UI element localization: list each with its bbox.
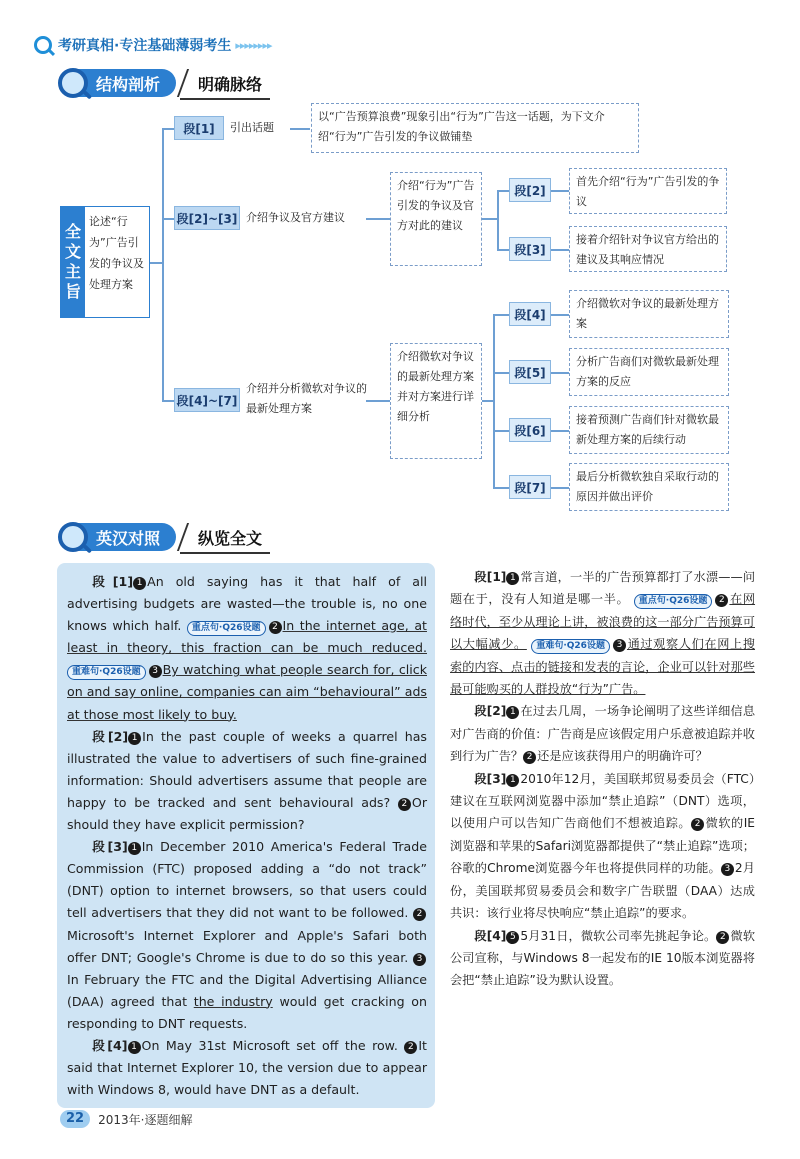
connector-line [493,430,509,432]
chinese-paragraph-3: 段[3] 1 2010年12月，美国联邦贸易委员会（FTC）建议在互联网浏览器中添加“禁止追踪”（DNT）选项，以使用户可以告知广告商他们不想被追踪。 2 微软的IE浏览器和苹果的Safari浏览器都提供了“禁止追踪”选项；谷歌的Chrome浏览器今年也将提供同样的功能。 3 2月份，美国联邦贸易委员会和数字广告联盟（DAA）达成共识：该行业将尽快响应“禁止追踪”的要求。 [450,771,756,921]
compare-section-title [62,520,262,554]
connector-line [551,372,569,374]
compare-subtitle: 纵览全文 [198,528,263,548]
connector-line [162,128,164,402]
connector-line [493,487,509,489]
sub-box-3: 接着介绍针对争议官方给出的建议及其响应情况 [569,226,727,272]
structure-section-title [62,66,262,100]
connector-line [497,249,509,251]
branch-box-1: 以“广告预算浪费”现象引出“行为”广告这一话题，为下文介绍“行为”广告引发的争议做铺垫 [311,103,639,153]
connector-line [551,487,569,489]
branch-label-3: 介绍并分析微软对争议的最新处理方案 [246,382,367,415]
compare-title: 英汉对照 [96,528,161,548]
sub-box-5: 分析广告商们对微软最新处理方案的反应 [569,348,729,396]
connector-line [482,218,498,220]
sub-tag-4: 段[4] [509,302,551,326]
page-header [34,33,272,57]
arrow-decoration: ▸▸▸▸▸▸▸▸ [235,38,272,52]
connector-line [497,190,499,250]
connector-line [366,400,390,402]
sub-tag-2: 段[2] [509,178,551,202]
branch-tag-2: 段[2]~[3] [174,206,240,230]
sub-box-6: 接着预测广告商们针对微软最新处理方案的后续行动 [569,406,729,454]
magnifier-icon [58,68,88,98]
sub-box-7: 最后分析微软独自采取行动的原因并做出评价 [569,463,729,511]
connector-line [493,314,509,316]
structure-title: 结构剖析 [96,74,161,94]
sub-box-2: 首先介绍“行为”广告引发的争议 [569,168,727,214]
page-footer [60,1109,192,1129]
connector-line [290,128,310,130]
footer-text: 2013年·逐题细解 [98,1112,193,1127]
connector-line [497,190,509,192]
chinese-paragraph-2: 段[2] 1 在过去几周，一场争论阐明了这些详细信息对广告商的价值：广告商是应该假定用户乐意被追踪并收到行为广告？ 2 还是应该获得用户的明确许可？ [450,704,756,764]
english-text-panel [57,563,435,1108]
branch-box-2: 介绍“行为”广告引发的争议及官方对此的建议 [390,172,482,266]
sub-box-4: 介绍微软对争议的最新处理方案 [569,290,729,338]
branch-box-3: 介绍微软对争议的最新处理方案并对方案进行详细分析 [390,343,482,459]
page-number: 22 [60,1110,90,1128]
connector-line [162,218,174,220]
english-paragraph-1: 段[1] 1 An old saying has it that half of all advertising budgets are wasted—the trouble is, no one knows which half. 重点句·Q26设题 2 In the internet age, at least in theory, this fraction can be much reduced. 重难句·Q26设题 3 By watching what people search for, click on and say online, companies can aim “behavioural” ads at those most likely to buy. [67,574,427,722]
structure-title-badge [62,69,176,97]
hard-sentence-flag: 重难句·Q26设题 [67,665,146,680]
english-paragraph-2: 段[2] 1 In the past couple of weeks a quarrel has illustrated the value to advertisers of such fine-grained information: Should advertisers assume that people are happy to be tracked and sent behavioural ads? 2 Or should they have explicit permission? [67,728,427,833]
brand-subtitle: ·专注基础薄弱考生 [114,38,232,54]
connector-line [551,190,569,192]
compare-title-badge [62,523,176,551]
connector-line [493,372,509,374]
key-sentence-flag: 重点句·Q26设题 [634,594,713,609]
sub-tag-3: 段[3] [509,237,551,261]
connector-line [162,400,174,402]
magnifier-logo-icon [34,36,52,54]
title-slash-divider [177,69,197,97]
theme-box [60,206,150,318]
title-slash-divider [177,523,197,551]
branch-label-1: 引出话题 [230,121,274,134]
chinese-text-column [450,566,755,992]
connector-line [551,249,569,251]
theme-text: 论述“行为”广告引发的争议及处理方案 [89,215,144,291]
structure-title-underline [180,98,270,100]
english-paragraph-3: 段[3] 1 In December 2010 America's Federal Trade Commission (FTC) proposed adding a “do not track” (DNT) option to internet browsers, so that users could tell advertisers that they did not want to be followed. 2Microsoft's Internet Explorer and Apple's Safari both offer DNT; Google's Chrome is due to do so this year. 3In February the FTC and the Digital Advertising Alliance (DAA) agreed that the industry would get cracking on responding to DNT requests. [67,839,427,1031]
connector-line [493,314,495,488]
key-sentence-flag: 重点句·Q26设题 [187,621,266,636]
branch-tag-1: 段[1] [174,116,224,140]
magnifier-icon [58,522,88,552]
connector-line [551,314,569,316]
connector-line [551,430,569,432]
structure-subtitle: 明确脉络 [198,74,263,94]
connector-line [162,128,174,130]
compare-title-underline [180,552,270,554]
chinese-paragraph-4: 段[4] 5 5月31日，微软公司率先挑起争论。 2 微软公司宣称，与Windows 8一起发布的IE 10版本浏览器将会把“禁止追踪”设为默认设置。 [450,928,756,988]
theme-label: 全文主旨 [61,207,85,317]
sub-tag-6: 段[6] [509,418,551,442]
brand-name: 考研真相 [58,38,114,54]
connector-line [366,218,390,220]
hard-sentence-flag: 重难句·Q26设题 [531,639,610,654]
chinese-paragraph-1: 段[1] 1 常言道，一半的广告预算都打了水漂——问题在于，没有人知道是哪一半。 重点句·Q26设题 2 在网络时代，至少从理论上讲，被浪费的这一部分广告预算可以大幅减少。 重难句·Q26设题 3 通过观察人们在网上搜索的内容、点击的链接和发表的言论，企业可以针对那些最可能购买的人群投放“行为”广告。 [450,570,756,697]
branch-tag-3: 段[4]~[7] [174,388,240,412]
english-paragraph-4: 段[4] 1 On May 31st Microsoft set off the row. 2 It said that Internet Explorer 10, the version due to appear with Windows 8, would have DNT as a default. [67,1037,427,1098]
branch-label-2: 介绍争议及官方建议 [246,211,345,224]
sub-tag-7: 段[7] [509,475,551,499]
sub-tag-5: 段[5] [509,360,551,384]
